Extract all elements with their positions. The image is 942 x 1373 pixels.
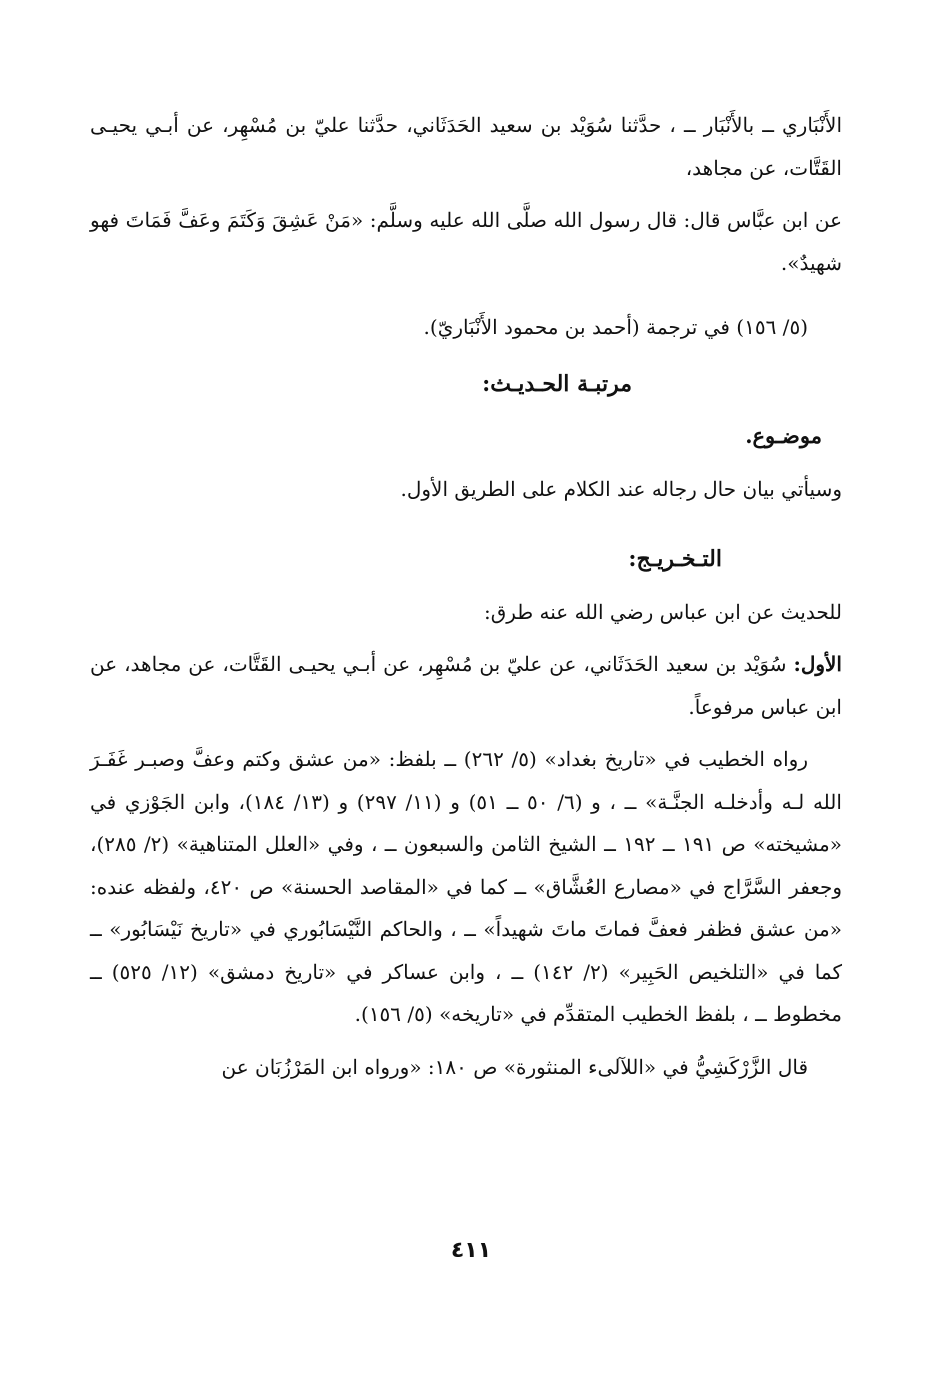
paragraph-paths-intro: للحديث عن ابن عباس رضي الله عنه طرق: xyxy=(483,599,842,624)
paragraph-zarkashi: قال الزَّرْكَشِيُّ في «اللآلىء المنثورة» ص ١٨٠: «ورواه ابن المَرْزُبَان عن xyxy=(221,1054,808,1079)
first-path-text: سُوَيْد بن سعيد الحَدَثَاني، عن عليّ بن مُسْهِر، عن أبـي يحيـى القَتَّات، عن مجاهد، عن ابن عباس مرفوعاً. xyxy=(90,652,842,719)
paragraph-hadith: عن ابن عبَّاس قال: قال رسول الله صلَّى الله عليه وسلَّم: «مَنْ عَشِقَ وَكَتَمَ وعَفَّ فَمَاتَ فهو شهيدٌ». xyxy=(90,208,842,275)
first-path-label: الأول: xyxy=(793,652,842,676)
section-heading-hadith-rank: مرتبـة الحـديـث: xyxy=(482,370,632,397)
paragraph-first-path xyxy=(90,643,842,728)
section-heading-takhrij: التـخـريـج: xyxy=(628,546,722,572)
paragraph-source-ref: (٥/ ١٥٦) في ترجمة (أحمد بن محمود الأَنْبَاريّ). xyxy=(423,315,808,339)
page-number: ٤١١ xyxy=(450,1238,492,1263)
paragraph-rank-note: وسيأتي بيان حال رجاله عند الكلام على الطريق الأول. xyxy=(400,476,842,501)
paragraph-chain-end: الأَنْبَاري ــ بالأَنْبَار ــ ، حدَّثنا سُوَيْد بن سعيد الحَدَثَاني، حدَّثنا عليّ بن مُسْهِر، عن أبـي يحيـى القَتَّات، عن مجاهد، xyxy=(90,113,842,180)
page-text xyxy=(90,104,842,1088)
hadith-rank-value: موضـوع. xyxy=(745,423,822,448)
paragraph-narrations: رواه الخطيب في «تاريخ بغداد» (٥/ ٢٦٢) ــ بلفظ: «من عشق وكتم وعفَّ وصبـر غَفَـرَ الله لـه وأدخلـه الجنَّـة» ــ ، و (٦/ ٥٠ ــ ٥١) و (١١/ ٢٩٧) و (١٣/ ١٨٤)، وابن الجَوْزي في «مشيخته» ص ١٩١ ــ ١٩٢ ــ الشيخ الثامن والسبعون ــ ، وفي «العلل المتناهية» (٢/ ٢٨٥)، وجعفر السَّرَّاج في «مصارع العُشَّاق» ــ كما في «المقاصد الحسنة» ص ٤٢٠، ولفظه عنده: «من عشق فظفر فعفَّ فماتَ ماتَ شهيداً» ــ ، والحاكم النَّيْسَابُوري في «تاريخ نَيْسَابُور» ــ كما في «التلخيص الحَبِير» (٢/ ١٤٢) ــ ، وابن عساكر في «تاريخ دمشق» (١٢/ ٥٢٥) ــ مخطوط ــ ، بلفظ الخطيب المتقدِّم في «تاريخه» (٥/ ١٥٦). xyxy=(90,747,843,1026)
